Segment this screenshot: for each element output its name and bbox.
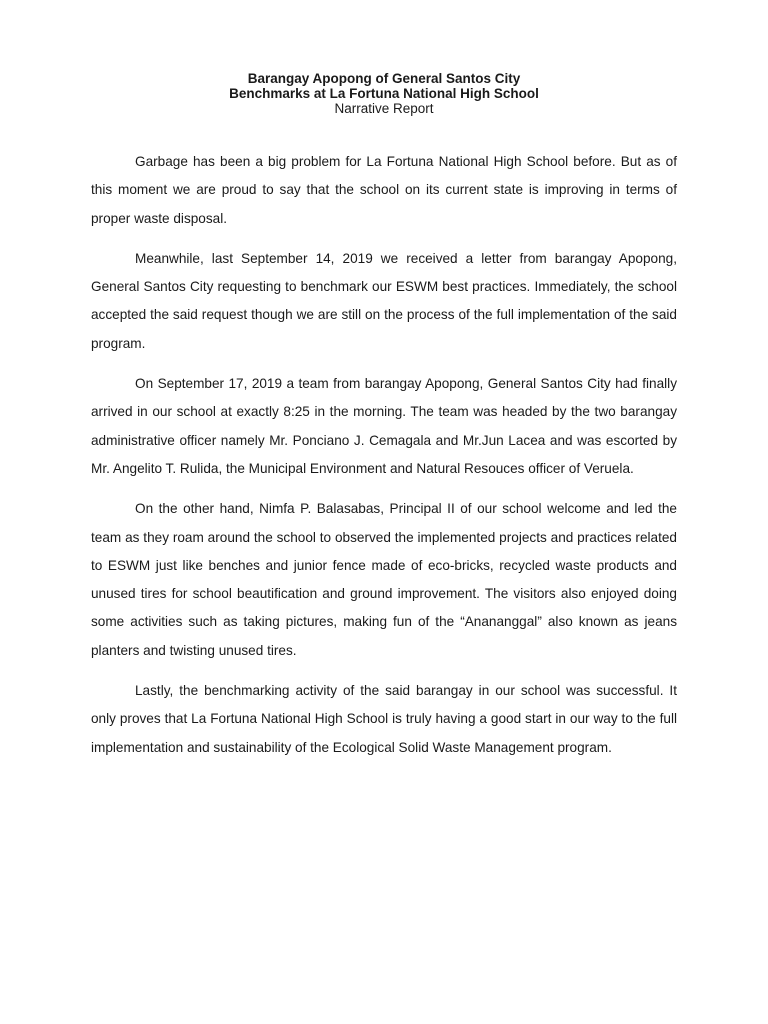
paragraph-1: Garbage has been a big problem for La Fortuna National High School before. But as of this moment we are proud to say that the school on its current state is improving in terms of proper waste disposal. (91, 154, 677, 226)
title-line-1: Barangay Apopong of General Santos City (247, 71, 521, 86)
paragraph-4: On the other hand, Nimfa P. Balasabas, Principal II of our school welcome and led the team as they roam around the school to observed the implemented projects and practices related to ESWM just like benches and junior fence made of eco-bricks, recycled waste products and unused tires for school beautification and ground improvement. The visitors also enjoyed doing some activities such as taking pictures, making fun of the “Anananggal” also known as jeans planters and twisting unused tires. (91, 501, 677, 658)
title-line-2: Benchmarks at La Fortuna National High School (229, 86, 539, 101)
paragraph-2: Meanwhile, last September 14, 2019 we received a letter from barangay Apopong, General Santos City requesting to benchmark our ESWM best practices. Immediately, the school accepted the said request though we are still on the process of the full implementation of the said program. (91, 250, 677, 351)
document-subtitle: Narrative Report (334, 101, 434, 116)
document-header (0, 71, 768, 116)
paragraph-5: Lastly, the benchmarking activity of the said barangay in our school was successful. It only proves that La Fortuna National High School is truly having a good start in our way to the full implementation and sustainability of the Ecological Solid Waste Management program. (91, 683, 677, 755)
document-body (91, 148, 677, 774)
paragraph-3: On September 17, 2019 a team from barangay Apopong, General Santos City had finally arrived in our school at exactly 8:25 in the morning. The team was headed by the two barangay administrative officer namely Mr. Ponciano J. Cemagala and Mr.Jun Lacea and was escorted by Mr. Angelito T. Rulida, the Municipal Environment and Natural Resouces officer of Veruela. (91, 376, 677, 476)
